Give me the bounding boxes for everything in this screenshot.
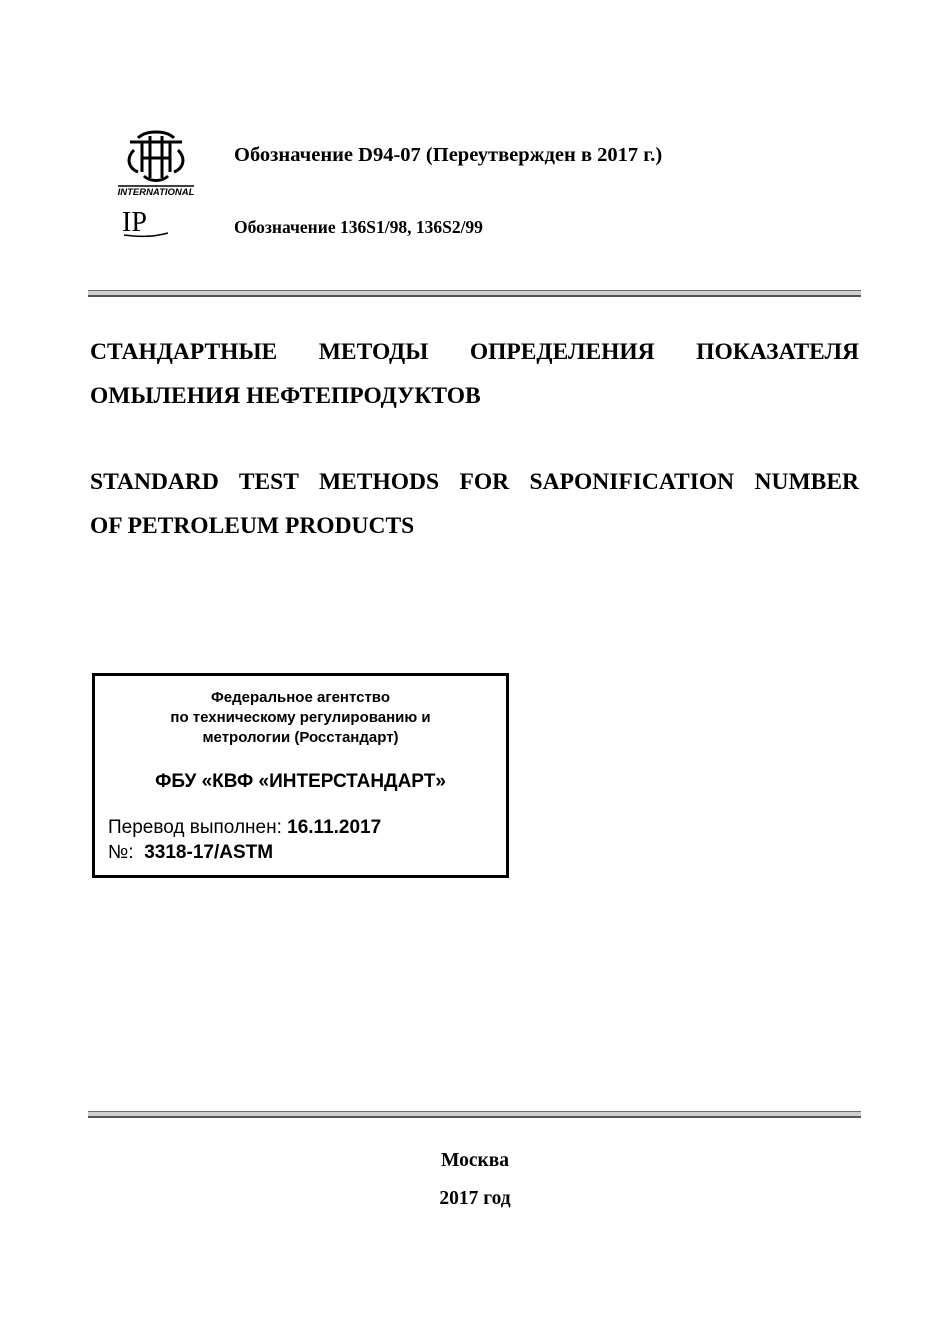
title-english-line2: OF PETROLEUM PRODUCTS xyxy=(90,513,415,539)
title-russian xyxy=(90,330,859,418)
svg-text:INTERNATIONAL: INTERNATIONAL xyxy=(117,187,195,198)
title-russian-line2: ОМЫЛЕНИЯ НЕФТЕПРОДУКТОВ xyxy=(90,383,481,409)
title-english-line1: STANDARD TEST METHODS FOR SAPONIFICATION NUMBER xyxy=(90,469,859,495)
organization-name: ФБУ «КВФ «ИНТЕРСТАНДАРТ» xyxy=(155,771,446,792)
publication-city: Москва xyxy=(440,1150,510,1171)
translation-date-line xyxy=(108,817,381,839)
ip-designation: Обозначение 136S1/98, 136S2/99 xyxy=(234,217,483,237)
agency-name xyxy=(95,688,506,748)
translation-number-label: №: xyxy=(108,842,145,863)
agency-line: метрологии (Росстандарт) xyxy=(202,729,399,746)
astm-international-logo xyxy=(116,128,196,200)
translation-date-label: Перевод выполнен: xyxy=(108,817,288,838)
ip-logo xyxy=(120,206,172,240)
top-divider xyxy=(88,290,861,297)
title-russian-line1: СТАНДАРТНЫЕ МЕТОДЫ ОПРЕДЕЛЕНИЯ ПОКАЗАТЕЛЯ xyxy=(90,339,859,365)
translation-number-suffix: ASTM xyxy=(219,842,274,863)
translation-number: 3318-17/ xyxy=(144,842,220,863)
agency-line: Федеральное агентство xyxy=(210,689,390,706)
translation-number-line xyxy=(108,842,273,864)
translation-date: 16.11.2017 xyxy=(287,817,382,838)
publication-year: 2017 год xyxy=(439,1188,511,1209)
agency-line: по техническому регулированию и xyxy=(170,709,431,726)
astm-designation: Обозначение D94-07 (Переутвержден в 2017 г.) xyxy=(234,144,663,166)
svg-text:IP: IP xyxy=(122,207,147,238)
translation-stamp xyxy=(92,673,509,878)
title-english xyxy=(90,460,859,548)
bottom-divider xyxy=(88,1111,861,1118)
